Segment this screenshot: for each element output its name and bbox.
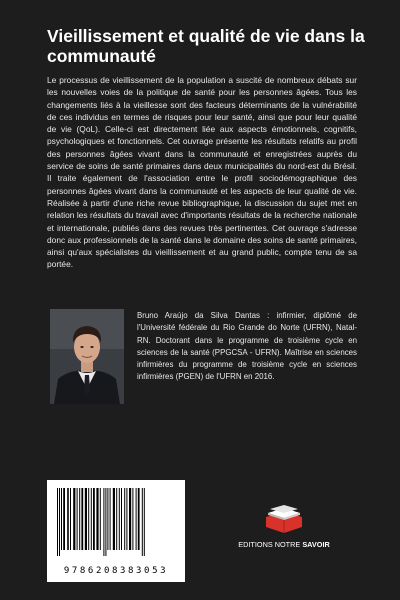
barcode-bar [113, 488, 115, 550]
barcode-bar [138, 488, 140, 550]
barcode-bar [85, 488, 87, 550]
book-title: Vieillissement et qualité de vie dans la communauté [47, 26, 365, 66]
author-photo [50, 309, 124, 404]
barcode-bar [126, 488, 127, 550]
barcode-bar [88, 488, 89, 550]
barcode-bar [116, 488, 117, 550]
barcode-bar [91, 488, 92, 550]
barcode-bars [55, 488, 177, 556]
barcode-bar [119, 488, 120, 550]
barcode-bar [73, 488, 75, 550]
barcode-bar [59, 488, 60, 556]
barcode-bar [63, 488, 65, 550]
barcode-bar [136, 488, 137, 550]
barcode-bar [67, 488, 69, 550]
barcode-bar [93, 488, 95, 550]
publisher-name [232, 540, 336, 549]
barcode-bar [96, 488, 98, 550]
barcode-bar [81, 488, 83, 550]
author-bio: Bruno Araújo da Silva Dantas : infirmier, diplômé de l'Université fédérale du Rio Grande do Norte (UFRN), Natal-RN. Doctorant dans le programme de troisième cycle en sciences de la santé (PPGCSA - UFRN). Maîtrise en sciences infirmières du programme de troisième cycle en sciences infirmières (PGEN) de l'UFRN en 2016. [137, 311, 357, 382]
barcode-bar [79, 488, 80, 550]
publisher-logo-icon [262, 503, 306, 535]
barcode-bar [70, 488, 71, 550]
publisher-name-part1: EDITIONS NOTRE [238, 540, 303, 549]
barcode-bar [103, 488, 104, 556]
barcode-bar [77, 488, 78, 550]
book-summary: Le processus de vieillissement de la population a suscité de nombreux débats sur les nouvelles voies de la politique de santé pour les personnes âgées. Tous les changements liés à la vieillesse sont des facteurs déterminants de la vulnérabilité de ces individus en termes de risques pour leur santé, ainsi que pour leur qualité de vie (QoL). Celle-ci est directement liée aux aspects émotionnels, cognitifs, psychologiques et fonctionnels. Cet ouvrage présente les résultats relatifs au profil des personnes âgées vivant dans la communauté et enregistrées auprès du service de soins de santé primaires dans deux municipalités du nord-est du Brésil. Il traite également de l'association entre le profil sociodémographique des personnes âgées vivant dans la communauté et les aspects de leur qualité de vie. Réalisée à partir d'une riche revue bibliographique, la discussion du sujet met en relation les résultats du travail avec d'importants résultats de la recherche nationale et internationale, publiés dans des revues très pertinentes. Cet ouvrage s'adresse donc aux professionnels de la santé dans le domaine des soins de santé primaires, ainsi qu'aux spécialistes du vieillissement et au grand public, compte tenu de sa portée. [47, 75, 357, 270]
barcode-bar [142, 488, 143, 556]
barcode-bar [61, 488, 62, 550]
isbn-barcode [47, 480, 185, 582]
barcode-bar [121, 488, 122, 550]
barcode-bar [57, 488, 58, 556]
barcode-bar [107, 488, 108, 550]
barcode-bar [144, 488, 145, 556]
publisher-name-part2: SAVOIR [302, 540, 330, 549]
barcode-bar [124, 488, 125, 550]
barcode-bar [105, 488, 106, 556]
barcode-bar [110, 488, 111, 550]
isbn-number: 9786208383053 [63, 566, 169, 576]
barcode-bar [129, 488, 131, 550]
barcode-bar [100, 488, 101, 550]
barcode-bar [132, 488, 133, 550]
